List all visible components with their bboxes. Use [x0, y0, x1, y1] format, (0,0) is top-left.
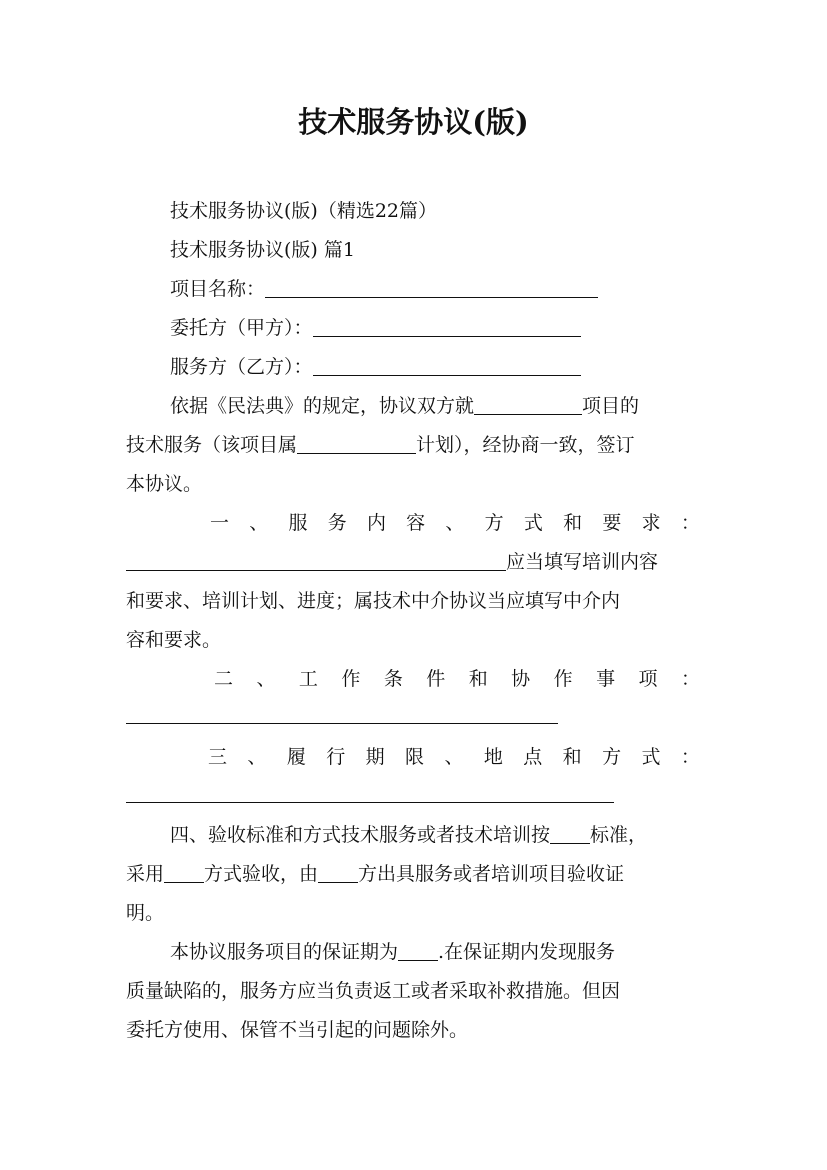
heading-char: 项 — [638, 668, 658, 690]
heading-char: 点 — [523, 746, 543, 768]
paragraph-basis-line3: 本协议。 — [126, 473, 203, 495]
section1-blank[interactable] — [126, 550, 506, 571]
section1-heading — [126, 504, 700, 542]
warranty-period-blank[interactable] — [398, 940, 438, 961]
document-title: 技术服务协议(版) — [298, 105, 529, 139]
text-span: 方式验收，由 — [204, 863, 319, 885]
text-span: 方出具服务或者培训项目验收证 — [358, 863, 625, 885]
heading-char: 和 — [468, 668, 488, 690]
heading-char: 一 — [210, 512, 230, 534]
heading-char: 式 — [641, 746, 661, 768]
heading-char: 条 — [383, 668, 403, 690]
heading-char: 地 — [483, 746, 503, 768]
subtitle-line: 技术服务协议(版)（精选22篇） — [170, 200, 438, 222]
text-span: 依据《民法典》的规定，协议双方就 — [170, 395, 475, 417]
text-span: 采用 — [126, 863, 165, 885]
heading-char: 式 — [523, 512, 543, 534]
heading-char: 、 — [249, 512, 269, 534]
section2-heading — [126, 660, 700, 698]
text-span: 四、验收标准和方式技术服务或者技术培训按 — [170, 824, 551, 846]
heading-char: 务 — [327, 512, 347, 534]
section3-heading — [126, 738, 700, 776]
heading-char: ： — [680, 668, 700, 690]
issuer-blank[interactable] — [318, 862, 358, 883]
heading-char: 求 — [641, 512, 661, 534]
heading-char: 容 — [406, 512, 426, 534]
heading-char: ： — [680, 512, 700, 534]
heading-char: 内 — [366, 512, 386, 534]
heading-char: 行 — [326, 746, 346, 768]
heading-char: 限 — [405, 746, 425, 768]
heading-char: 方 — [484, 512, 504, 534]
client-row — [170, 309, 581, 347]
heading-char: 和 — [562, 746, 582, 768]
paragraph-basis-line2 — [126, 426, 635, 464]
heading-char: 协 — [511, 668, 531, 690]
heading-char: 服 — [288, 512, 308, 534]
section-heading: 技术服务协议(版) 篇1 — [170, 239, 355, 261]
heading-char: 和 — [563, 512, 583, 534]
section4-line2 — [126, 855, 624, 893]
heading-char: 要 — [602, 512, 622, 534]
text-span: 计划），经协商一致，签订 — [416, 434, 635, 456]
heading-char: 、 — [445, 512, 465, 534]
section1-line1 — [126, 543, 658, 581]
heading-char: ： — [680, 746, 700, 768]
provider-label: 服务方（乙方）： — [170, 356, 313, 378]
section4-line1 — [170, 816, 647, 854]
project-blank[interactable] — [474, 394, 582, 415]
text-span: 应当填写培训内容 — [506, 551, 659, 573]
project-name-label: 项目名称： — [170, 278, 266, 300]
heading-char: 工 — [298, 668, 318, 690]
project-name-blank[interactable] — [265, 277, 598, 298]
client-label: 委托方（甲方）： — [170, 317, 313, 339]
heading-char: 件 — [426, 668, 446, 690]
text-span: .在保证期内发现服务 — [438, 941, 616, 963]
section2-blank[interactable] — [126, 722, 558, 724]
heading-char: 作 — [553, 668, 573, 690]
paragraph-basis-line1 — [170, 387, 639, 425]
method-blank[interactable] — [164, 862, 204, 883]
heading-char: 期 — [365, 746, 385, 768]
heading-char: 履 — [286, 746, 306, 768]
heading-char: 方 — [602, 746, 622, 768]
section4-line3: 明。 — [126, 902, 165, 924]
warranty-line1 — [170, 933, 615, 971]
section3-blank[interactable] — [126, 801, 614, 803]
heading-char: 二 — [214, 668, 234, 690]
warranty-line3: 委托方使用、保管不当引起的问题除外。 — [126, 1019, 469, 1041]
text-span: 本协议服务项目的保证期为 — [170, 941, 399, 963]
client-blank[interactable] — [313, 316, 581, 337]
heading-char: 三 — [208, 746, 228, 768]
warranty-line2: 质量缺陷的，服务方应当负责返工或者采取补救措施。但因 — [126, 980, 621, 1002]
provider-row — [170, 348, 581, 386]
heading-char: 、 — [247, 746, 267, 768]
heading-char: 事 — [596, 668, 616, 690]
section1-line2: 和要求、培训计划、进度；属技术中介协议当应填写中介内 — [126, 590, 621, 612]
provider-blank[interactable] — [313, 355, 581, 376]
text-span: 技术服务（该项目属 — [126, 434, 298, 456]
heading-char: 、 — [444, 746, 464, 768]
text-span: 标准， — [590, 824, 648, 846]
section1-line3: 容和要求。 — [126, 629, 222, 651]
standard-blank[interactable] — [550, 823, 590, 844]
heading-char: 作 — [341, 668, 361, 690]
plan-blank[interactable] — [297, 433, 416, 454]
text-span: 项目的 — [582, 395, 640, 417]
heading-char: 、 — [256, 668, 276, 690]
project-name-row — [170, 270, 598, 308]
